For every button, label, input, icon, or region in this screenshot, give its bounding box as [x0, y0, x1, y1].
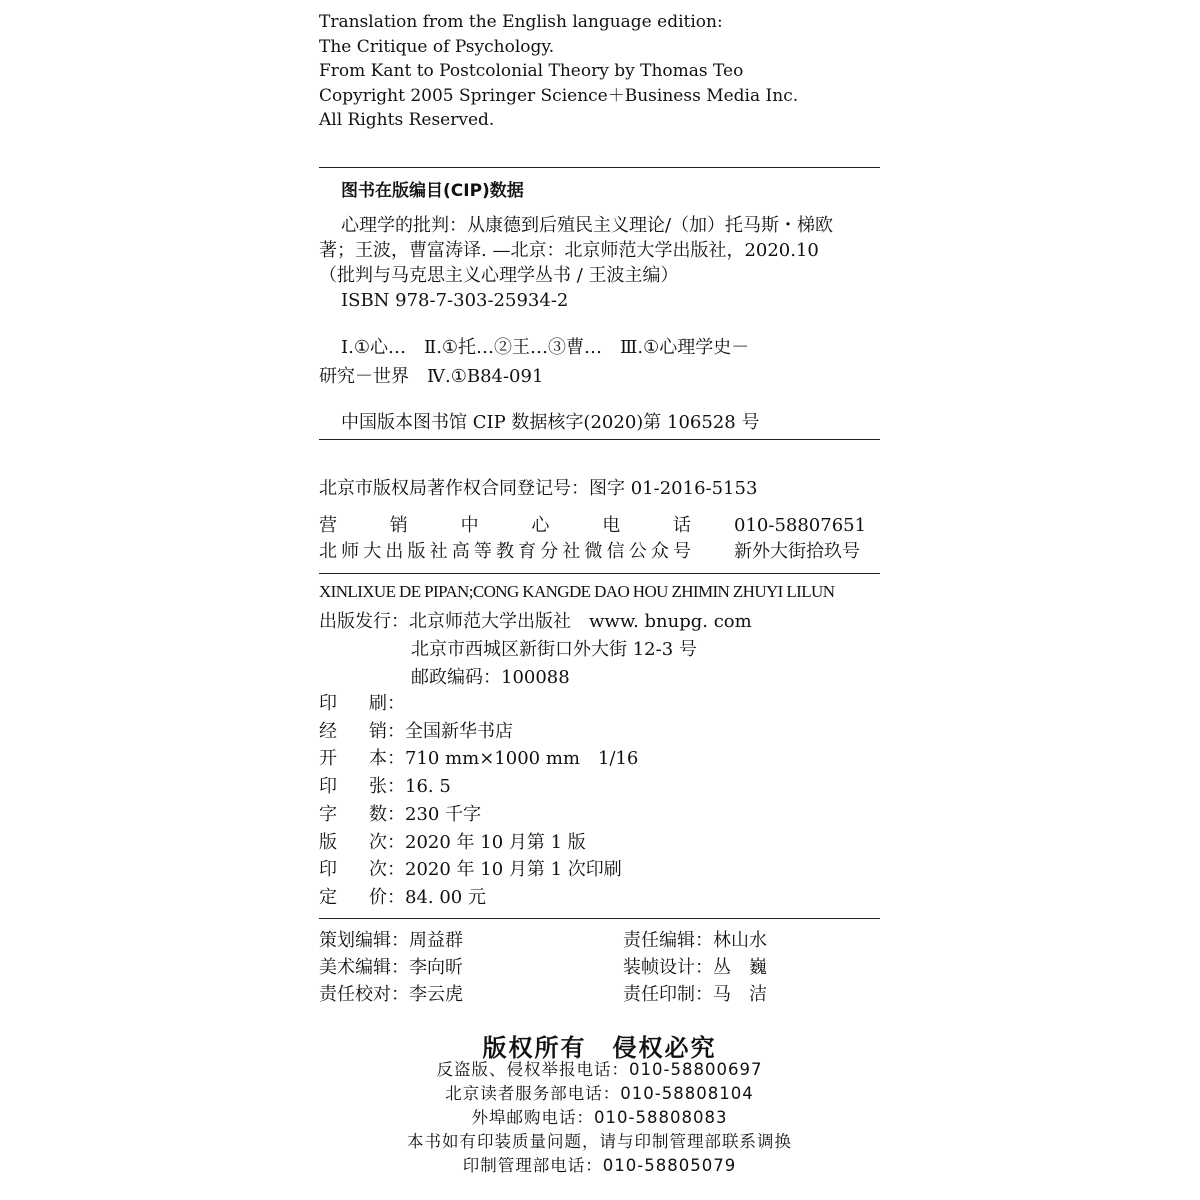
notice-line: 本书如有印装质量问题，请与印制管理部联系调换	[407, 1132, 792, 1151]
staff-row	[319, 954, 880, 981]
spec-value: 84. 00 元	[405, 886, 486, 908]
classification-line: Ⅰ.①心… Ⅱ.①托…②王…③曹… Ⅲ.①心理学史－	[341, 337, 750, 358]
label-char: 销：	[369, 720, 405, 742]
label-char: 营	[319, 515, 337, 536]
spec-label	[319, 718, 405, 746]
staff-entry: 策划编辑：周益群	[319, 930, 463, 951]
notice-block	[319, 1058, 880, 1178]
divider	[319, 439, 880, 440]
english-line: From Kant to Postcolonial Theory by Thomas Teo	[319, 61, 744, 81]
publisher-name: 北京师范大学出版社 www. bnupg. com	[409, 611, 752, 632]
cip-line: 著；王波，曹富涛译. —北京：北京师范大学出版社，2020.10	[319, 240, 819, 261]
spec-row	[319, 856, 880, 884]
label-char: 师	[341, 541, 360, 562]
label-char: 张：	[369, 776, 405, 798]
label-char: 定	[319, 886, 337, 908]
label-char: 中	[460, 515, 479, 536]
staff-row	[319, 981, 880, 1008]
spec-label	[319, 801, 405, 829]
staff-entry: 美术编辑：李向昕	[319, 957, 463, 978]
label-char: 印	[319, 776, 337, 798]
staff-list	[319, 927, 880, 1008]
cip-data-number: 中国版本图书馆 CIP 数据核字(2020)第 106528 号	[341, 412, 760, 433]
contact-value: 010-58807651	[734, 515, 867, 536]
label-char: 数：	[369, 803, 405, 825]
label-char: 大	[363, 541, 382, 562]
contact-info	[319, 513, 880, 565]
divider	[319, 573, 880, 574]
notice-line: 反盗版、侵权举报电话：010-58800697	[436, 1060, 763, 1079]
notice-line: 外埠邮购电话：010-58808083	[471, 1108, 728, 1127]
spec-label	[319, 690, 405, 718]
english-line: Translation from the English language edition:	[319, 12, 723, 32]
spec-row	[319, 884, 880, 912]
label-char: 话	[672, 515, 691, 536]
label-char: 字	[319, 803, 337, 825]
cip-line: （批判与马克思主义心理学丛书 / 王波主编）	[319, 265, 679, 286]
english-line: All Rights Reserved.	[319, 110, 495, 130]
english-line: The Critique of Psychology.	[319, 36, 555, 57]
contact-value: 新外大街拾玖号	[734, 541, 860, 562]
spec-row	[319, 718, 880, 746]
staff-entry: 装帧设计：丛 巍	[623, 957, 767, 978]
label-char: 本：	[369, 748, 405, 770]
divider	[319, 167, 880, 168]
spec-value: 710 mm×1000 mm 1/16	[405, 748, 639, 770]
contact-row	[319, 539, 880, 565]
spec-value: 2020 年 10 月第 1 版	[405, 831, 586, 853]
divider	[319, 918, 880, 919]
label-char: 心	[531, 515, 550, 536]
spec-row	[319, 801, 880, 829]
spec-row	[319, 829, 880, 857]
publisher-postcode: 邮政编码：100088	[411, 667, 570, 688]
label-char: 经	[319, 720, 337, 742]
contact-row	[319, 513, 880, 539]
notice-line: 印制管理部电话：010-58805079	[462, 1156, 737, 1175]
label-char: 社	[429, 541, 448, 562]
cip-line: ISBN 978-7-303-25934-2	[341, 290, 569, 311]
staff-row	[319, 927, 880, 954]
staff-entry: 责任编辑：林山水	[623, 930, 767, 951]
label-char: 出	[385, 541, 404, 562]
cip-classification	[319, 333, 880, 391]
label-char: 微	[584, 541, 603, 562]
spec-value: 16. 5	[405, 776, 451, 798]
label-char: 众	[650, 541, 669, 562]
label-char: 次：	[369, 859, 405, 881]
label-char: 次：	[369, 831, 405, 853]
label-char: 育	[518, 541, 537, 562]
copyright-registration: 北京市版权局著作权合同登记号：图字 01-2016-5153	[319, 478, 758, 499]
spec-label	[319, 745, 405, 773]
cip-title: 图书在版编目(CIP)数据	[341, 181, 524, 201]
english-line: Copyright 2005 Springer Science＋Business Media Inc.	[319, 85, 799, 106]
label-char: 分	[540, 541, 559, 562]
english-edition-notice	[319, 10, 798, 133]
label-char: 等	[473, 541, 492, 562]
label-char: 刷：	[369, 693, 405, 714]
label-char: 高	[451, 541, 470, 562]
label-char: 信	[606, 541, 625, 562]
label-char: 销	[389, 515, 408, 536]
publisher-address: 北京市西城区新街口外大街 12-3 号	[411, 639, 697, 660]
label-char: 教	[496, 541, 514, 562]
label-char: 版	[407, 541, 426, 562]
spec-label	[319, 884, 405, 912]
spec-value: 230 千字	[405, 803, 482, 825]
classification-line: 研究－世界 Ⅳ.①B84-091	[319, 366, 544, 387]
spec-row	[319, 745, 880, 773]
notice-line: 北京读者服务部电话：010-58808104	[445, 1084, 754, 1103]
label-char: 公	[628, 541, 647, 562]
book-specs	[319, 690, 880, 912]
cip-line: 心理学的批判：从康德到后殖民主义理论/（加）托马斯・梯欧	[341, 215, 834, 236]
publisher-info	[319, 608, 880, 692]
staff-entry: 责任印制：马 洁	[623, 984, 767, 1005]
spec-label	[319, 829, 405, 857]
pinyin-title: XINLIXUE DE PIPAN;CONG KANGDE DAO HOU ZHIMIN ZHUYI LILUN	[319, 582, 835, 601]
label-char: 印	[319, 693, 337, 714]
label-char: 北	[319, 541, 337, 562]
label-char: 电	[602, 515, 621, 536]
label-char: 印	[319, 859, 337, 881]
label-char: 开	[319, 748, 337, 770]
spec-row	[319, 690, 880, 718]
publisher-label: 出版发行：	[319, 611, 409, 632]
spec-value: 2020 年 10 月第 1 次印刷	[405, 859, 622, 881]
spec-value: 全国新华书店	[405, 720, 513, 742]
spec-row	[319, 773, 880, 801]
label-char: 价：	[369, 886, 405, 908]
staff-entry: 责任校对：李云虎	[319, 984, 463, 1005]
contact-label	[319, 513, 691, 539]
spec-label	[319, 856, 405, 884]
label-char: 版	[319, 831, 337, 853]
spec-label	[319, 773, 405, 801]
copyright-title: 版权所有 侵权必究	[482, 1034, 717, 1062]
label-char: 社	[562, 541, 581, 562]
label-char: 号	[673, 541, 691, 562]
cip-body	[319, 213, 902, 313]
contact-label	[319, 539, 691, 565]
